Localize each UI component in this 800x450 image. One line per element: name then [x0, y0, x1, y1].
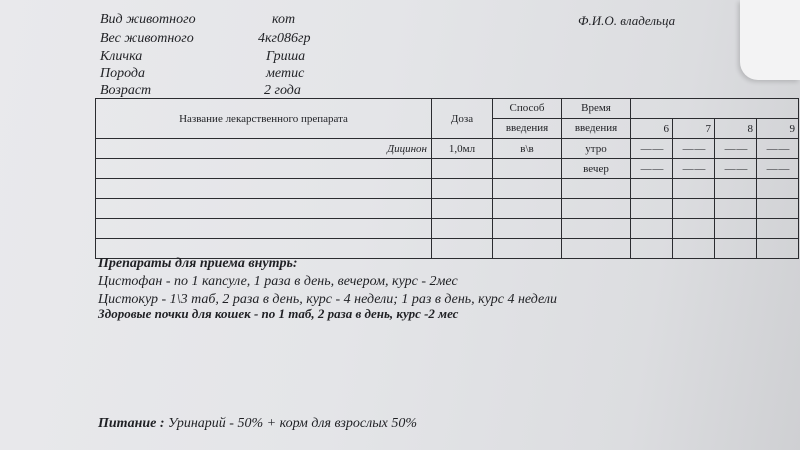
age-value: 2 года — [264, 83, 301, 98]
empty-cell — [562, 199, 631, 219]
table-header-row — [96, 99, 799, 119]
time-cell: утро — [562, 139, 631, 159]
nickname-label: Кличка — [100, 49, 143, 64]
empty-cell — [757, 199, 799, 219]
header-time-1: Время — [562, 99, 631, 119]
empty-cell — [757, 179, 799, 199]
table-row — [96, 159, 799, 179]
dash-cell: — — — [673, 159, 715, 179]
day-6: 6 — [631, 119, 673, 139]
oral-drug-line: Здоровые почки для кошек - по 1 таб, 2 раза в день, курс -2 мес — [98, 306, 459, 321]
nickname-value: Гриша — [266, 49, 306, 64]
table-row — [96, 219, 799, 239]
drug-name-cell — [96, 159, 432, 179]
empty-cell — [432, 239, 493, 259]
header-time-2: введения — [562, 119, 631, 139]
empty-cell — [432, 179, 493, 199]
species-value: кот — [272, 12, 296, 27]
dash-cell: — — — [631, 139, 673, 159]
header-way-2: введения — [493, 119, 562, 139]
breed-value: метис — [266, 66, 305, 81]
empty-cell — [673, 239, 715, 259]
drug-name-cell: Дицинон — [96, 139, 432, 159]
header-drug-name: Название лекарственного препарата — [96, 99, 432, 139]
dash-cell: — — — [757, 139, 799, 159]
dose-cell — [432, 159, 493, 179]
empty-cell — [715, 219, 757, 239]
empty-cell — [631, 239, 673, 259]
age-label: Возраст — [100, 83, 152, 98]
empty-cell — [562, 239, 631, 259]
empty-cell — [715, 239, 757, 259]
species-label: Вид животного — [100, 12, 196, 27]
empty-cell — [432, 199, 493, 219]
day-8: 8 — [715, 119, 757, 139]
owner-label: Ф.И.О. владельца — [578, 13, 676, 28]
nutrition-label: Питание : — [98, 416, 165, 431]
empty-cell — [562, 219, 631, 239]
empty-cell — [432, 219, 493, 239]
empty-cell — [631, 199, 673, 219]
empty-cell — [673, 219, 715, 239]
way-cell — [493, 159, 562, 179]
nutrition-line — [98, 416, 417, 432]
table-row — [96, 179, 799, 199]
dash-cell: — — — [757, 159, 799, 179]
table-row — [96, 199, 799, 219]
header-way-1: Способ — [493, 99, 562, 119]
dash-cell: — — — [673, 139, 715, 159]
dash-cell: — — — [631, 159, 673, 179]
table-row — [96, 139, 799, 159]
empty-cell — [673, 179, 715, 199]
oral-drugs-title: Препараты для приема внутрь: — [98, 256, 298, 271]
empty-cell — [493, 199, 562, 219]
way-cell: в\в — [493, 139, 562, 159]
empty-cell — [757, 239, 799, 259]
day-7: 7 — [673, 119, 715, 139]
dash-cell: — — — [715, 139, 757, 159]
empty-cell — [631, 179, 673, 199]
empty-cell — [631, 219, 673, 239]
dose-cell: 1,0мл — [432, 139, 493, 159]
oral-drug-line: Цистофан - по 1 капсуле, 1 раза в день, вечером, курс - 2мес — [98, 274, 458, 289]
weight-value: 4кг086гр — [258, 31, 311, 46]
adjacent-page-corner — [740, 0, 800, 80]
empty-cell — [715, 199, 757, 219]
breed-label: Порода — [100, 66, 146, 81]
weight-label: Вес животного — [100, 31, 194, 46]
header-days-group — [631, 99, 799, 119]
empty-cell — [757, 219, 799, 239]
empty-cell — [673, 199, 715, 219]
empty-cell — [493, 179, 562, 199]
oral-drug-line: Цистокур - 1\3 таб, 2 раза в день, курс - 4 недели; 1 раз в день, курс 4 недели — [98, 292, 558, 307]
empty-cell — [562, 179, 631, 199]
empty-cell — [96, 199, 432, 219]
dash-cell: — — — [715, 159, 757, 179]
empty-cell — [493, 239, 562, 259]
empty-cell — [96, 219, 432, 239]
day-9: 9 — [757, 119, 799, 139]
medication-table — [95, 98, 799, 259]
empty-cell — [493, 219, 562, 239]
header-dose: Доза — [432, 99, 493, 139]
time-cell: вечер — [562, 159, 631, 179]
empty-cell — [715, 179, 757, 199]
empty-cell — [96, 179, 432, 199]
nutrition-text: Уринарий - 50% + корм для взрослых 50% — [164, 416, 418, 431]
